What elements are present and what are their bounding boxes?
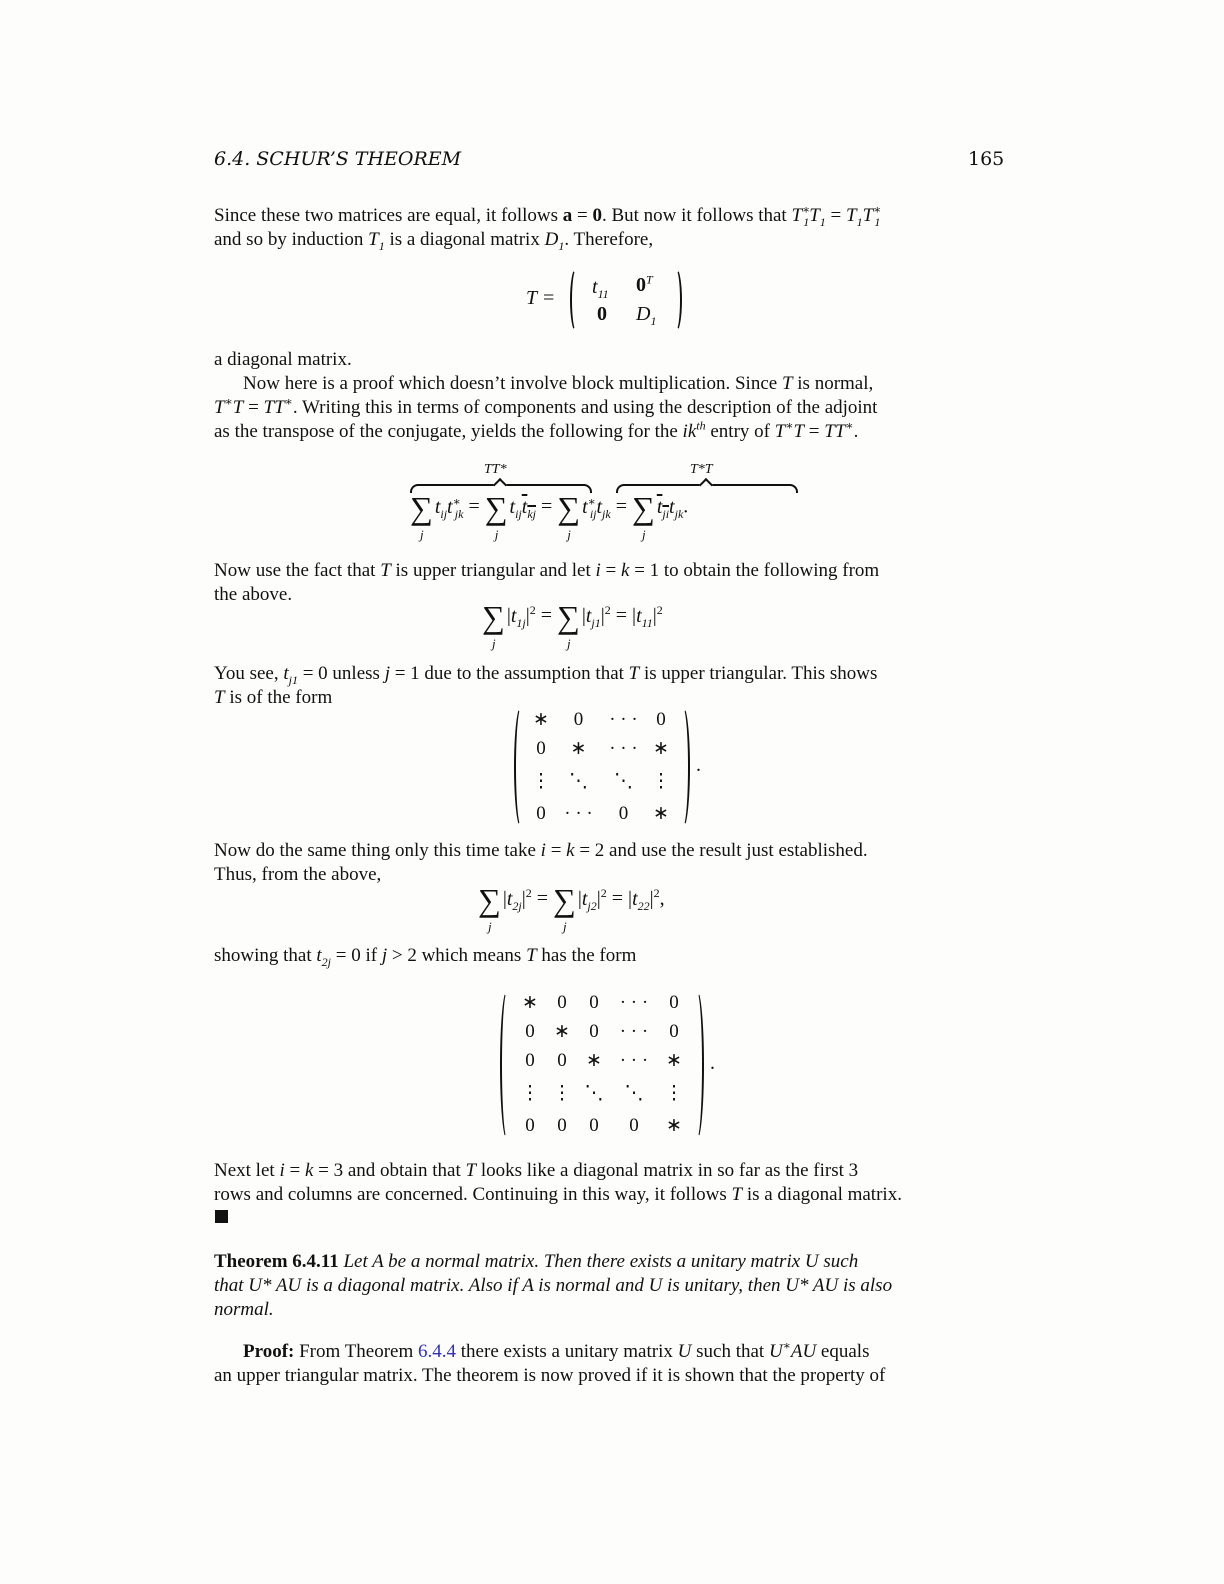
paragraph-1 <box>214 204 998 252</box>
equation-2: ∑ j $t_{ij}t^∗_{jk}$ = ∑ j $t_{ij}t_{kj}$ = ∑ j $t^∗_{ij}t_{jk}$ = ∑ j $t_{ji}t_{jk}$. <box>410 490 689 542</box>
text: You see, <box>214 663 284 684</box>
summation-icon: ∑ j <box>557 599 580 651</box>
text: and so by induction <box>214 229 369 250</box>
brace-label-TstarT: T*T <box>690 462 713 477</box>
text: Thus, from the above, <box>214 864 382 885</box>
left-paren <box>570 268 582 332</box>
theorem-label: Theorem 6.4.11 <box>214 1251 339 1272</box>
math-TTstar: TT∗ <box>263 394 293 418</box>
text: Now do the same thing only this time take <box>214 840 541 861</box>
text: is normal, <box>792 373 874 394</box>
paragraph-2: a diagonal matrix. <box>214 349 352 370</box>
equals: = <box>825 205 846 226</box>
matrix-entry-0: 0 <box>597 303 607 325</box>
math-TstarT-eq-TTstar: T∗T <box>214 394 244 418</box>
qed-square-icon <box>215 1210 228 1223</box>
matrix-entry-D1: $D_1$ <box>636 303 657 328</box>
text: an upper triangular matrix. The theorem is now proved if it is shown that the property of <box>214 1365 886 1386</box>
text: such that <box>691 1341 769 1362</box>
paragraph-3: Now here is a proof which doesn’t involve block multiplication. Since T is normal, T∗T = TT∗. Writing this in terms of components and using the description of the adjoint as the transpose of the conjugate, yields the following for the $ik^{th}$ entry of T∗T = TT∗. <box>214 373 878 442</box>
text: looks like a diagonal matrix in so far as the first 3 <box>476 1160 859 1181</box>
summation-icon: ∑ j <box>553 882 576 934</box>
text: rows and columns are concerned. Continuing in this way, it follows <box>214 1184 732 1205</box>
text: is a diagonal matrix. <box>742 1184 902 1205</box>
paragraph-6: Now do the same thing only this time take i = k = 2 and use the result just established. Thus, from the above, <box>214 840 868 885</box>
theorem-text: Let A be a normal matrix. Then there exists a unitary matrix U such <box>343 1251 859 1272</box>
text: is upper triangular. This shows <box>639 663 878 684</box>
text: = 2 and use the result just established. <box>574 840 868 861</box>
text: entry of <box>705 421 775 442</box>
theorem-text: that U* AU is a diagonal matrix. Also if A is normal and U is unitary, then U* AU is also <box>214 1275 893 1296</box>
text: Now use the fact that <box>214 560 381 581</box>
vector-a: a <box>562 205 573 226</box>
text: = 1 to obtain the following from <box>629 560 880 581</box>
right-paren <box>676 706 690 828</box>
right-paren <box>670 268 682 332</box>
math-T1star-T1: $T^∗_1T_1$ <box>791 202 826 229</box>
text: = <box>600 560 621 581</box>
math-T1: $T_1$ <box>368 229 385 253</box>
math-D1: $D_1$ <box>544 229 565 253</box>
text: . But now it follows that <box>601 205 792 226</box>
text: = 3 and obtain that <box>313 1160 466 1181</box>
running-header: 6.4. SCHUR’S THEOREM <box>214 148 462 170</box>
theorem-reference-link[interactable]: 6.4.4 <box>418 1341 457 1362</box>
text: is of the form <box>224 687 333 708</box>
text: = 0 if <box>331 945 382 966</box>
right-paren <box>690 990 704 1140</box>
proof-label: Proof: <box>243 1341 295 1362</box>
math-ik: ik <box>682 421 697 442</box>
text: the above. <box>214 584 293 605</box>
theorem-6-4-11 <box>214 1250 998 1322</box>
page-number: 165 <box>968 148 1005 170</box>
text: is a diagonal matrix <box>384 229 545 250</box>
paragraph-8: Next let i = k = 3 and obtain that T looks like a diagonal matrix in so far as the first 3 rows and columns are concerned. Continuing in this way, it follows T is a diagonal matrix. <box>214 1160 902 1205</box>
text: . Therefore, <box>564 229 654 250</box>
matrix-2-period: . <box>710 1052 715 1074</box>
summation-icon: ∑ j <box>632 490 655 542</box>
text: as the transpose of the conjugate, yields the following for the <box>214 421 683 442</box>
paragraph-5: You see, $t_{j1} = 0$ unless j = 1 due to the assumption that T is upper triangular. This shows T is of the form <box>214 663 878 708</box>
left-paren <box>500 990 514 1140</box>
text: is upper triangular and let <box>390 560 596 581</box>
matrix-entry-t11: $t_{11}$ <box>592 276 609 301</box>
brace-label-TTstar: TT* <box>484 462 507 477</box>
matrix-1-period: . <box>696 754 701 776</box>
text: there exists a unitary matrix <box>456 1341 678 1362</box>
paragraph-4: Now use the fact that T is upper triangular and let i = k = 1 to obtain the following from the above. <box>214 560 880 605</box>
matrix-1: ∗ 0 · · · 0 0 ∗ · · · ∗ ⋮ ⋱ ⋱ ⋮ 0 · · · 0 ∗ <box>531 708 671 824</box>
theorem-text: normal. <box>214 1299 274 1320</box>
text: Since these two matrices are equal, it follows <box>214 205 563 226</box>
text: equals <box>816 1341 870 1362</box>
math-T1-T1star: $T_1T^∗_1$ <box>846 202 882 229</box>
equation-3: ∑ j $|t_{1j}|^2$ = ∑ j $|t_{j1}|^2 = |t_{11}|^2$ <box>482 599 663 651</box>
summation-icon: ∑ j <box>478 882 501 934</box>
text: Now here is a proof which doesn’t involve block multiplication. Since <box>243 373 782 394</box>
math-TTstar: TT∗ <box>824 418 854 442</box>
summation-icon: ∑ j <box>557 490 581 542</box>
proof-paragraph: Proof: From Theorem 6.4.4 there exists a unitary matrix U such that U∗AU equals an upper triangular matrix. The theorem is now proved if it is shown that the property of <box>214 1338 886 1386</box>
eq1-lhs: T = <box>526 287 556 309</box>
superscript-th: th <box>696 418 706 433</box>
text: showing that <box>214 945 317 966</box>
text: = 1 due to the assumption that <box>389 663 629 684</box>
text: has the form <box>536 945 637 966</box>
summation-icon: ∑ j <box>410 490 433 542</box>
matrix-2: ∗ 0 0 · · · 0 0 ∗ 0 · · · 0 0 0 ∗ · · · ∗ ⋮ ⋮ ⋱ ⋱ ⋮ 0 0 0 0 ∗ <box>520 991 684 1136</box>
equation-4: ∑ j $|t_{2j}|^2$ = ∑ j $|t_{j2}|^2 = |t_{22}|^2$, <box>478 882 665 934</box>
math-TstarT: T∗T <box>774 418 805 442</box>
equals: = <box>572 205 593 226</box>
paragraph-7: showing that $t_{2j} = 0$ if j > 2 which means T has the form <box>214 945 637 969</box>
text: > 2 which means <box>387 945 527 966</box>
text: From Theorem <box>294 1341 419 1362</box>
summation-icon: ∑ j <box>484 490 508 542</box>
zero-vector: 0 <box>592 205 602 226</box>
summation-icon: ∑ j <box>482 599 505 651</box>
text: . Writing this in terms of components and using the description of the adjoint <box>292 397 878 418</box>
text: = 0 unless <box>297 663 385 684</box>
text: Next let <box>214 1160 280 1181</box>
math-T: T <box>781 373 793 394</box>
matrix-entry-0T: $0^T$ <box>636 272 653 296</box>
